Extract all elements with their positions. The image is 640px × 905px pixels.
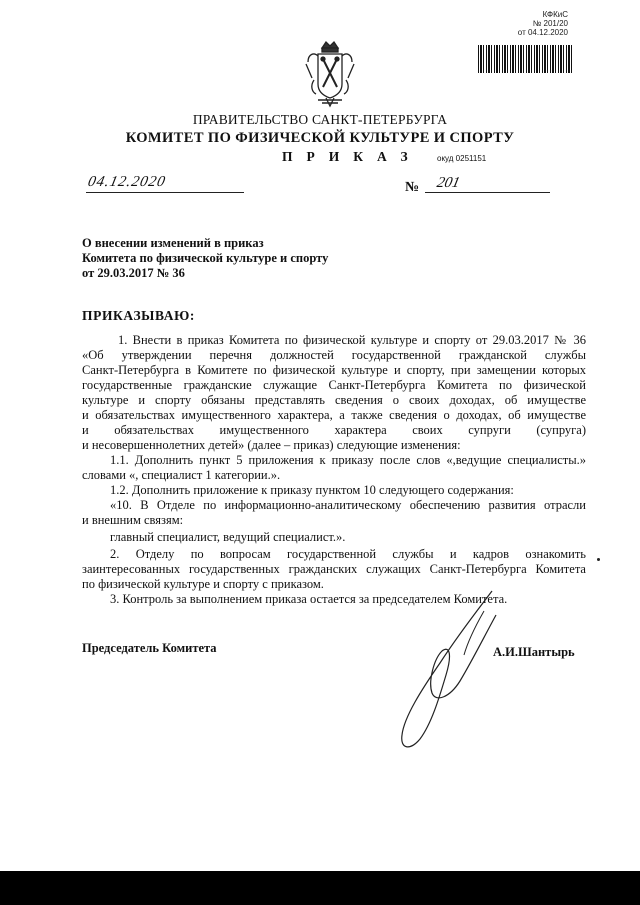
document-type: ПРИКАЗ bbox=[282, 149, 422, 164]
subject-line: от 29.03.2017 № 36 bbox=[82, 266, 185, 280]
body-line: заинтересованных государственных гражданских служащих Санкт-Петербурга Комитета bbox=[82, 562, 586, 576]
okud-code: окуд 0251151 bbox=[437, 154, 487, 163]
body-line: и обязательствах имущественного характера, а также сведения о доходах, об имуществе bbox=[82, 408, 586, 422]
body-line: главный специалист, ведущий специалист.». bbox=[110, 530, 346, 544]
body-line: 1.1. Дополнить пункт 5 приложения к приказу после слов «,ведущие специалисты.» bbox=[110, 453, 586, 467]
body-line: 1. Внести в приказ Комитета по физической культуре и спорту от 29.03.2017 № 36 bbox=[118, 333, 586, 347]
subject-line: Комитета по физической культуре и спорту bbox=[82, 251, 329, 265]
body-line: 2. Отделу по вопросам государственной службы и кадров ознакомить bbox=[110, 547, 586, 561]
stamp-org: КФКиС bbox=[542, 10, 568, 19]
subject-line: О внесении изменений в приказ bbox=[82, 236, 264, 250]
order-number: 201 bbox=[435, 175, 462, 191]
handwritten-signature-icon bbox=[380, 585, 560, 755]
body-line: государственные гражданские служащие Санкт-Петербурга Комитета по физической bbox=[82, 378, 586, 392]
coat-of-arms-icon bbox=[300, 40, 360, 108]
body-line: Санкт-Петербурга в Комитете по физической культуре и спорту, при замещении которых bbox=[82, 363, 586, 377]
body-line: по физической культуре и спорту с приказом. bbox=[82, 577, 324, 591]
registration-stamp bbox=[478, 10, 568, 37]
order-subject bbox=[82, 236, 328, 281]
body-line: культуре и спорту обязаны представлять сведения о своих доходах, об имуществе bbox=[82, 393, 586, 407]
order-body bbox=[82, 333, 586, 607]
body-line: «Об утверждении перечня должностей государственной гражданской службы bbox=[82, 348, 586, 362]
government-name: ПРАВИТЕЛЬСТВО САНКТ-ПЕТЕРБУРГА bbox=[192, 112, 448, 127]
stamp-number: № 201/20 bbox=[532, 19, 568, 28]
date-underline bbox=[86, 192, 244, 193]
body-line: и обязательствах имущественного характера своих супруги (супруга) bbox=[82, 423, 586, 437]
body-line: 3. Контроль за выполнением приказа остается за председателем Комитета. bbox=[110, 592, 508, 606]
signer-position: Председатель Комитета bbox=[82, 641, 217, 655]
number-label: № bbox=[405, 180, 420, 195]
order-date: 04.12.2020 bbox=[86, 174, 168, 190]
number-underline bbox=[425, 192, 550, 193]
margin-mark bbox=[597, 558, 600, 561]
committee-name: КОМИТЕТ ПО ФИЗИЧЕСКОЙ КУЛЬТУРЕ И СПОРТУ bbox=[125, 130, 515, 146]
decree-heading: ПРИКАЗЫВАЮ: bbox=[82, 308, 196, 323]
body-line: «10. В Отделе по информационно-аналитическому обеспечению развития отрасли bbox=[110, 498, 586, 512]
scan-border bbox=[0, 871, 640, 905]
barcode-icon bbox=[478, 45, 572, 73]
body-line: словами «, специалист 1 категории.». bbox=[82, 468, 281, 482]
body-line: и внешним связям: bbox=[82, 513, 184, 527]
body-line: 1.2. Дополнить приложение к приказу пунктом 10 следующего содержания: bbox=[110, 483, 514, 497]
stamp-date: от 04.12.2020 bbox=[517, 28, 568, 37]
body-line: и несовершеннолетних детей» (далее – приказ) следующие изменения: bbox=[82, 438, 461, 452]
signer-name: А.И.Шантырь bbox=[493, 645, 575, 659]
